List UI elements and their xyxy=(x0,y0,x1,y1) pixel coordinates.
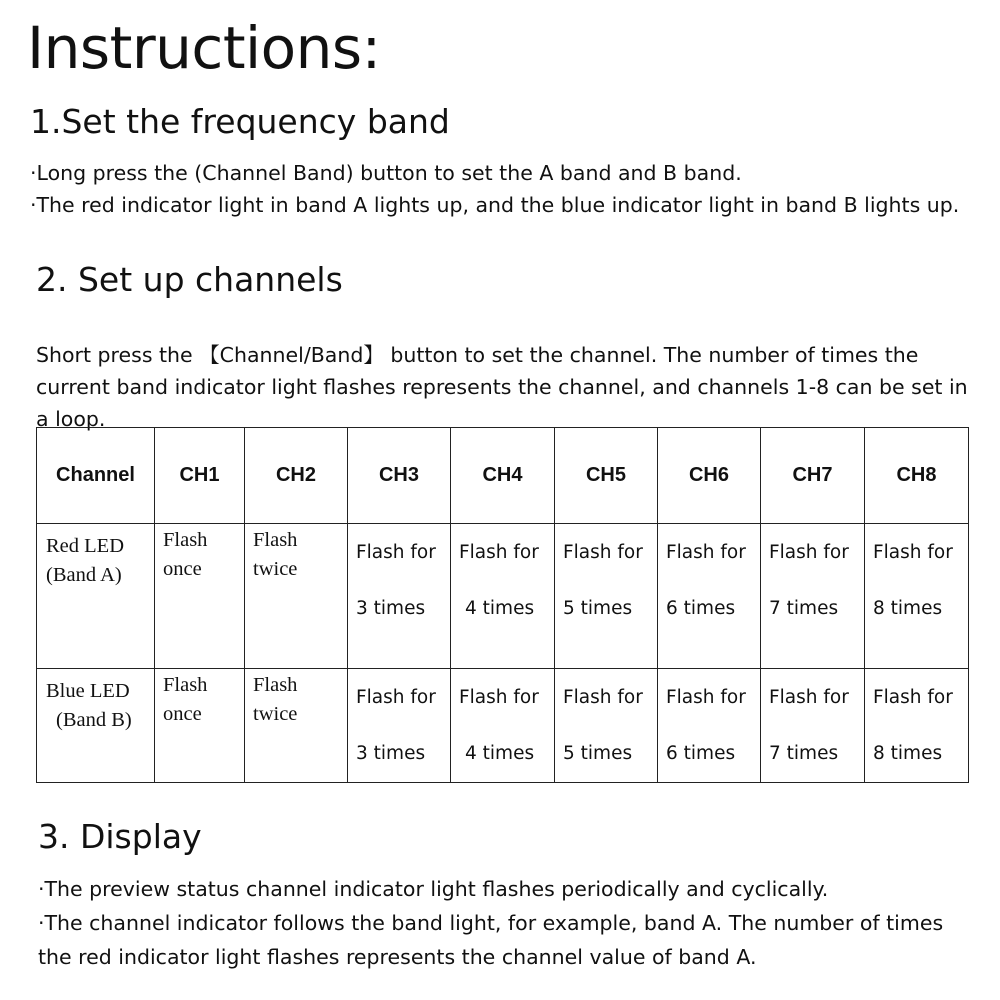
section3-bullet-2-cont: the red indicator light flashes represents the channel value of band A. xyxy=(38,945,757,969)
cell-line1: Flash xyxy=(163,674,208,696)
cell-red-ch6 xyxy=(658,524,761,669)
row-label-line2: (Band B) xyxy=(56,709,132,731)
cell-blue-ch4 xyxy=(451,669,555,783)
cell-line1: Flash for xyxy=(666,687,746,708)
cell-line2: 6 times xyxy=(666,598,736,619)
cell-line1: Flash for xyxy=(459,687,539,708)
cell-red-ch3 xyxy=(348,524,451,669)
cell-line1: Flash for xyxy=(356,542,436,563)
channel-table xyxy=(36,427,969,783)
cell-line1: Flash for xyxy=(873,542,953,563)
cell-line2: 6 times xyxy=(666,743,736,764)
cell-line1: Flash for xyxy=(459,542,539,563)
header-ch2: CH2 xyxy=(245,428,348,524)
cell-red-ch7 xyxy=(761,524,865,669)
section3-heading: 3. Display xyxy=(38,817,202,856)
cell-red-ch4 xyxy=(451,524,555,669)
cell-blue-ch5 xyxy=(555,669,658,783)
cell-line2: once xyxy=(163,558,202,580)
cell-blue-ch3 xyxy=(348,669,451,783)
header-ch8: CH8 xyxy=(865,428,969,524)
cell-line1: Flash xyxy=(253,674,298,696)
cell-blue-ch7 xyxy=(761,669,865,783)
cell-line2: 5 times xyxy=(563,598,633,619)
cell-line1: Flash for xyxy=(873,687,953,708)
cell-line1: Flash xyxy=(163,529,208,551)
section3-bullet-1: ·The preview status channel indicator light flashes periodically and cyclically. xyxy=(38,877,829,901)
cell-line1: Flash xyxy=(253,529,298,551)
cell-blue-ch2 xyxy=(245,669,348,783)
header-ch7: CH7 xyxy=(761,428,865,524)
cell-line1: Flash for xyxy=(563,542,643,563)
cell-line2: 8 times xyxy=(873,743,943,764)
cell-red-ch8 xyxy=(865,524,969,669)
row-label-blue xyxy=(37,669,155,783)
cell-line1: Flash for xyxy=(769,687,849,708)
header-ch1: CH1 xyxy=(155,428,245,524)
cell-line1: Flash for xyxy=(666,542,746,563)
cell-line1: Flash for xyxy=(356,687,436,708)
section1-heading: 1.Set the frequency band xyxy=(30,102,450,141)
cell-line1: Flash for xyxy=(769,542,849,563)
cell-red-ch5 xyxy=(555,524,658,669)
cell-line2: 3 times xyxy=(356,598,426,619)
section2-heading: 2. Set up channels xyxy=(36,260,343,299)
cell-blue-ch8 xyxy=(865,669,969,783)
table-row-blue-led xyxy=(37,669,969,783)
cell-line2: 8 times xyxy=(873,598,943,619)
cell-red-ch2 xyxy=(245,524,348,669)
header-ch3: CH3 xyxy=(348,428,451,524)
cell-line2: 4 times xyxy=(465,743,535,764)
cell-line2: 3 times xyxy=(356,743,426,764)
cell-blue-ch6 xyxy=(658,669,761,783)
header-ch4: CH4 xyxy=(451,428,555,524)
header-ch6: CH6 xyxy=(658,428,761,524)
table-header-row xyxy=(37,428,969,524)
section2-paragraph: Short press the 【Channel/Band】 button to set the channel. The number of times the current band indicator light flashes represents the channel, and channels 1-8 can be set in a loop. xyxy=(36,342,968,431)
section1-bullet-1: ·Long press the (Channel Band) button to set the A band and B band. xyxy=(30,161,742,185)
section3-bullet-2: ·The channel indicator follows the band light, for example, band A. The number of times xyxy=(38,911,944,935)
row-label-line1: Red LED xyxy=(46,535,124,557)
cell-blue-ch1 xyxy=(155,669,245,783)
cell-line2: twice xyxy=(253,558,298,580)
section1-bullet-2: ·The red indicator light in band A lights up, and the blue indicator light in band B lights up. xyxy=(30,193,960,217)
cell-line2: once xyxy=(163,703,202,725)
header-ch5: CH5 xyxy=(555,428,658,524)
cell-line2: 7 times xyxy=(769,598,839,619)
row-label-red xyxy=(37,524,155,669)
page-title: Instructions: xyxy=(27,14,381,82)
cell-line2: 7 times xyxy=(769,743,839,764)
header-channel: Channel xyxy=(37,428,155,524)
cell-line2: 4 times xyxy=(465,598,535,619)
table-row-red-led xyxy=(37,524,969,669)
cell-line2: twice xyxy=(253,703,298,725)
row-label-line1: Blue LED xyxy=(46,680,130,702)
cell-line2: 5 times xyxy=(563,743,633,764)
row-label-line2: (Band A) xyxy=(46,564,122,586)
cell-red-ch1 xyxy=(155,524,245,669)
cell-line1: Flash for xyxy=(563,687,643,708)
